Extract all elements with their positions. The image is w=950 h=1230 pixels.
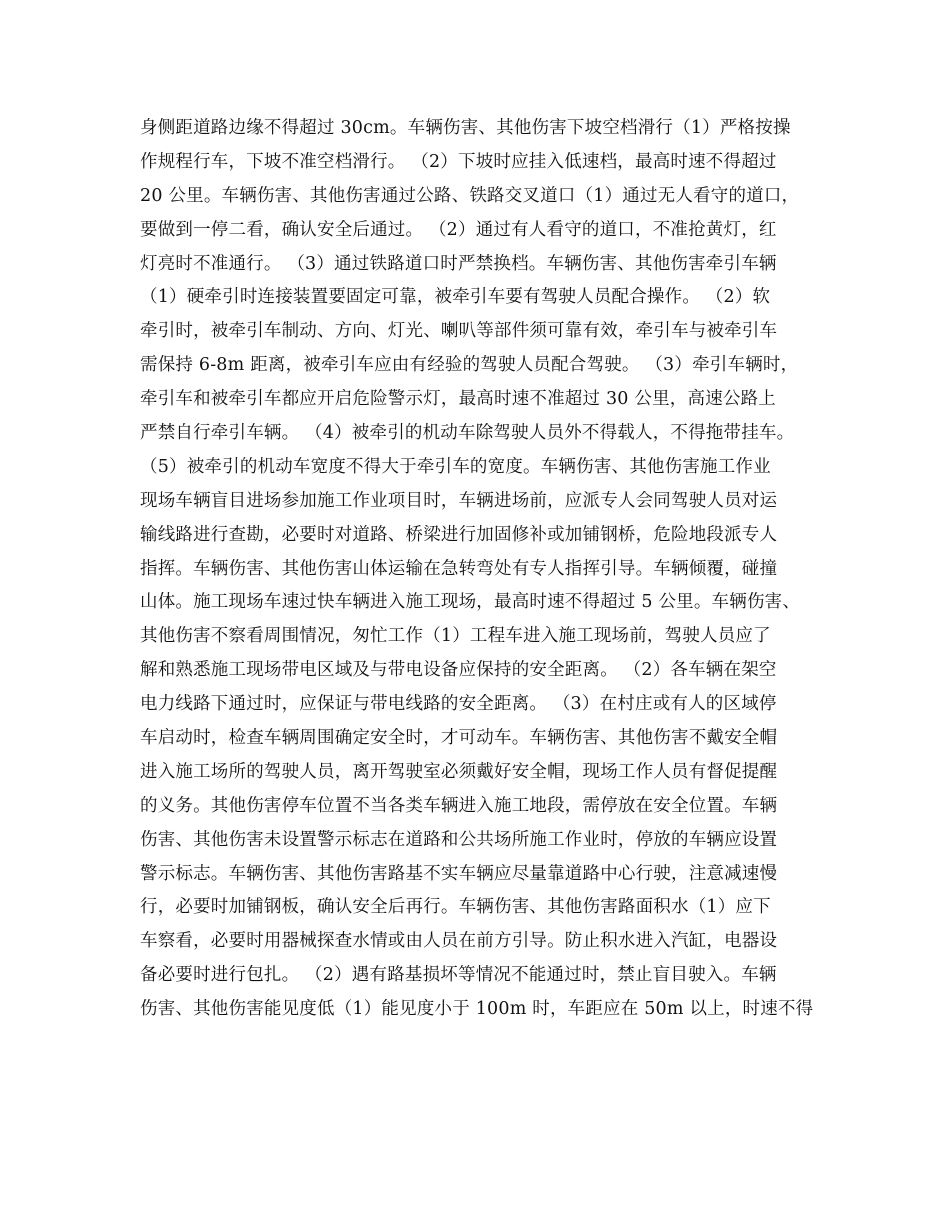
text-line: 备必要时进行包扎。 （2）遇有路基损坏等情况不能通过时，禁止盲目驶入。车辆 <box>140 965 777 986</box>
text-line: 牵引车和被牵引车都应开启危险警示灯，最高时速不准超过 30 公里，高速公路上 <box>140 389 776 410</box>
text-line: 灯亮时不准通行。 （3）通过铁路道口时严禁换档。车辆伤害、其他伤害牵引车辆 <box>140 253 777 274</box>
text-line: 解和熟悉施工现场带电区域及与带电设备应保持的安全距离。 （2）各车辆在架空 <box>140 660 777 681</box>
text-line: 山体。施工现场车速过快车辆进入施工现场，最高时速不得超过 5 公里。车辆伤害、 <box>140 592 801 613</box>
text-line: 警示标志。车辆伤害、其他伤害路基不实车辆应尽量靠道路中心行驶，注意减速慢 <box>140 863 778 884</box>
text-line: 输线路进行查勘，必要时对道路、桥梁进行加固修补或加铺钢桥，危险地段派专人 <box>140 524 778 545</box>
text-line: （1）硬牵引时连接装置要固定可靠，被牵引车要有驾驶人员配合操作。 （2）软 <box>140 287 771 308</box>
text-line: 需保持 6-8m 距离，被牵引车应由有经验的驾驶人员配合驾驶。 （3）牵引车辆时， <box>140 355 799 376</box>
text-line: 作规程行车，下坡不准空档滑行。 （2）下坡时应挂入低速档，最高时速不得超过 <box>140 151 777 172</box>
text-line: 进入施工场所的驾驶人员，离开驾驶室必须戴好安全帽，现场工作人员有督促提醒 <box>140 761 778 782</box>
text-line: 行，必要时加铺钢板，确认安全后再行。车辆伤害、其他伤害路面积水（1）应下 <box>140 897 771 918</box>
text-line: 车察看，必要时用器械探查水情或由人员在前方引导。防止积水进入汽缸，电器设 <box>140 931 778 952</box>
text-line: 伤害、其他伤害未设置警示标志在道路和公共场所施工作业时，停放的车辆应设置 <box>140 829 778 850</box>
text-line: 指挥。车辆伤害、其他伤害山体运输在急转弯处有专人指挥引导。车辆倾覆，碰撞 <box>140 558 778 579</box>
text-line: 其他伤害不察看周围情况，匆忙工作（1）工程车进入施工现场前，驾驶人员应了 <box>140 626 771 647</box>
text-line: 车启动时，检查车辆周围确定安全时，才可动车。车辆伤害、其他伤害不戴安全帽 <box>140 728 778 749</box>
text-line: 要做到一停二看，确认安全后通过。 （2）通过有人看守的道口，不准抢黄灯，红 <box>140 219 777 240</box>
text-line: 现场车辆盲目进场参加施工作业项目时，车辆进场前，应派专人会同驾驶人员对运 <box>140 490 778 511</box>
text-line: 严禁自行牵引车辆。 （4）被牵引的机动车除驾驶人员外不得载人，不得拖带挂车。 <box>140 423 795 444</box>
text-line: 伤害、其他伤害能见度低（1）能见度小于 100m 时，车距应在 50m 以上，时速不得 <box>140 999 814 1020</box>
body-text <box>140 112 820 1027</box>
text-line: 身侧距道路边缘不得超过 30cm。车辆伤害、其他伤害下坡空档滑行（1）严格按操 <box>140 118 791 138</box>
text-line: 20 公里。车辆伤害、其他伤害通过公路、铁路交叉道口（1）通过无人看守的道口， <box>140 185 800 206</box>
text-line: （5）被牵引的机动车宽度不得大于牵引车的宽度。车辆伤害、其他伤害施工作业 <box>140 456 771 477</box>
text-line: 电力线路下通过时，应保证与带电线路的安全距离。 （3）在村庄或有人的区域停 <box>140 694 777 715</box>
text-line: 的义务。其他伤害停车位置不当各类车辆进入施工地段，需停放在安全位置。车辆 <box>140 795 778 816</box>
text-line: 牵引时，被牵引车制动、方向、灯光、喇叭等部件须可靠有效，牵引车与被牵引车 <box>140 321 778 342</box>
